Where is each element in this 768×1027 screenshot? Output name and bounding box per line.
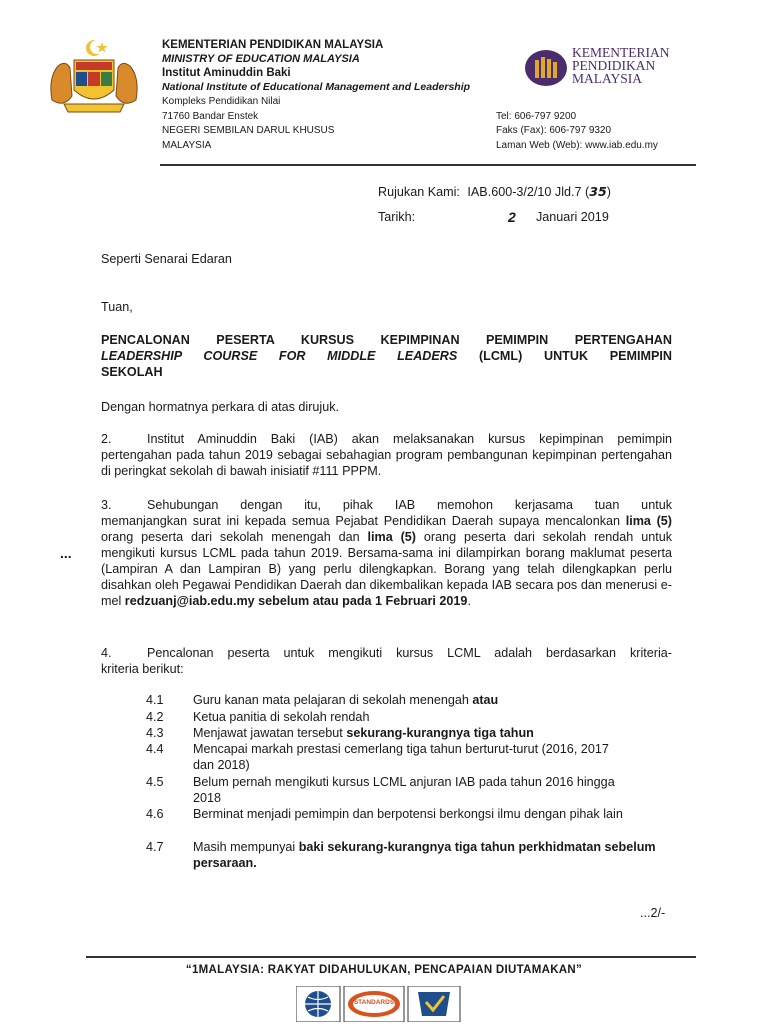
subject — [101, 332, 672, 380]
criteria-text: Masih mempunyai — [193, 840, 299, 854]
subject-course-name: LEADERSHIP COURSE FOR MIDDLE LEADERS — [101, 349, 458, 363]
kpm-logo — [524, 46, 694, 90]
kpm-emblem-icon — [524, 48, 568, 88]
paragraph-lead: Pencalonan peserta untuk mengikuti kursus LCML adalah berdasarkan kriteria- — [147, 646, 672, 660]
criteria-bold: sekurang-kurangnya tiga tahun — [346, 726, 534, 740]
certification-badges — [296, 986, 466, 1022]
text-run: orang peserta dari sekolah rendah untuk mengikuti kursus LCML pada tahun 2019. Bersama-sama ini dilampirkan borang maklumat peserta (Lampiran A dan Lampiran B) yang perlu dilengkapkan. Borang yang telah dilengkapkan perlu disahkan oleh Pegawai Pendidikan Daerah dan dikembalikan kepada IAB secara pos dan menerusi e-mel — [101, 530, 672, 608]
paragraph-number: 4. — [101, 646, 112, 660]
reference-value-end: ) — [606, 185, 611, 199]
criteria-text: Menjawat jawatan tersebut — [193, 726, 347, 740]
header-divider — [160, 164, 696, 166]
criteria-number: 4.2 — [146, 710, 164, 724]
address-line: Kompleks Pendidikan Nilai — [162, 96, 281, 107]
recipient: Seperti Senarai Edaran — [101, 252, 232, 266]
reference-label: Rujukan Kami: — [378, 185, 460, 199]
criteria-number: 4.1 — [146, 693, 164, 707]
paragraph-3 — [101, 497, 672, 609]
subject-line-2 — [101, 348, 672, 364]
criteria-number: 4.5 — [146, 775, 164, 789]
criteria-text: Ketua panitia di sekolah rendah — [193, 710, 370, 724]
text-run: orang peserta dari sekolah menengah dan — [101, 530, 368, 544]
ministry-name-ms: KEMENTERIAN PENDIDIKAN MALAYSIA — [162, 39, 384, 51]
institute-name: Institut Aminuddin Baki — [162, 67, 291, 79]
footer-motto: “1MALAYSIA: RAKYAT DIDAHULUKAN, PENCAPAIAN DIUTAMAKAN” — [185, 964, 583, 976]
reference-number: 35 — [589, 184, 607, 199]
criteria-number: 4.6 — [146, 807, 164, 821]
bold-run: lima (5) — [625, 514, 672, 528]
intro-paragraph: Dengan hormatnya perkara di atas dirujuk. — [101, 400, 340, 414]
footer-divider — [86, 956, 696, 958]
salutation: Tuan, — [101, 300, 133, 314]
criteria-text: Belum pernah mengikuti kursus LCML anjuran IAB pada tahun 2016 hingga 2018 — [193, 775, 615, 805]
subject-line-3: SEKOLAH — [101, 365, 163, 379]
contact-tel: Tel: 606-797 9200 — [496, 111, 577, 122]
page-continue: ...2/- — [640, 906, 666, 920]
paragraph-2 — [101, 431, 672, 479]
subject-line-2-rest: (LCML) UNTUK PEMIMPIN — [457, 349, 672, 363]
paragraph-body: pertengahan pada tahun 2019 sebagai sebahagian program pembangunan kepimpinan pertengahan di peringkat sekolah di bawah inisiatif #111 PPPM. — [101, 448, 672, 478]
subject-line-1: PENCALONAN PESERTA KURSUS KEPIMPINAN PEMIMPIN PERTENGAHAN — [101, 333, 672, 347]
paragraph-4 — [101, 645, 672, 677]
paragraph-lead: Sehubungan dengan itu, pihak IAB memohon kerjasama tuan untuk — [147, 498, 672, 512]
date-line — [378, 209, 609, 225]
text-run: . — [467, 594, 471, 608]
criteria-bold: atau — [472, 693, 499, 707]
contact-web: Laman Web (Web): www.iab.edu.my — [496, 140, 658, 151]
paragraph-number: 3. — [101, 498, 112, 512]
reference-line — [378, 184, 611, 200]
date-day: 2 — [508, 209, 516, 225]
date-rest: Januari 2019 — [536, 210, 609, 224]
logo-text-line: PENDIDIKAN — [572, 58, 656, 73]
criteria-text: Mencapai markah prestasi cemerlang tiga tahun berturut-turut (2016, 2017 dan 2018) — [193, 742, 609, 772]
criteria-number: 4.3 — [146, 726, 164, 740]
address-line: MALAYSIA — [162, 140, 212, 151]
institute-name-en: National Institute of Educational Management and Leadership — [162, 81, 471, 93]
address-line: NEGERI SEMBILAN DARUL KHUSUS — [162, 125, 335, 136]
crest-icon — [46, 38, 142, 116]
text-run: memanjangkan surat ini kepada semua Pejabat Pendidikan Daerah supaya mencalonkan — [101, 514, 626, 528]
criteria-text: Guru kanan mata pelajaran di sekolah menengah — [193, 693, 473, 707]
reference-value: IAB.600-3/2/10 Jld.7 ( — [467, 185, 590, 199]
paragraph-number: 2. — [101, 432, 112, 446]
coat-of-arms — [46, 38, 142, 116]
contact-fax: Faks (Fax): 606-797 9320 — [496, 125, 612, 136]
criteria-text: Berminat menjadi pemimpin dan berpotensi berkongsi ilmu dengan pihak lain — [193, 807, 623, 821]
margin-mark: ... — [60, 545, 72, 561]
paragraph-body — [101, 513, 672, 609]
badge-label: STANDARDS — [353, 999, 395, 1006]
ministry-name-en: MINISTRY OF EDUCATION MALAYSIA — [162, 53, 360, 65]
address-line: 71760 Bandar Enstek — [162, 111, 259, 122]
paragraph-lead: Institut Aminuddin Baki (IAB) akan melaksanakan kursus kepimpinan pemimpin — [147, 432, 672, 446]
criteria-number: 4.4 — [146, 742, 164, 756]
logo-text-line: KEMENTERIAN — [572, 45, 670, 60]
email-deadline: redzuanj@iab.edu.my sebelum atau pada 1 Februari 2019 — [124, 594, 468, 608]
date-label: Tarikh: — [378, 210, 416, 224]
bold-run: lima (5) — [367, 530, 416, 544]
logo-text-line: MALAYSIA — [572, 71, 643, 86]
paragraph-body: kriteria berikut: — [101, 662, 184, 676]
criteria-number: 4.7 — [146, 840, 164, 854]
criteria-bold: baki sekurang-kurangnya tiga tahun perkhidmatan sebelum persaraan. — [193, 840, 656, 870]
